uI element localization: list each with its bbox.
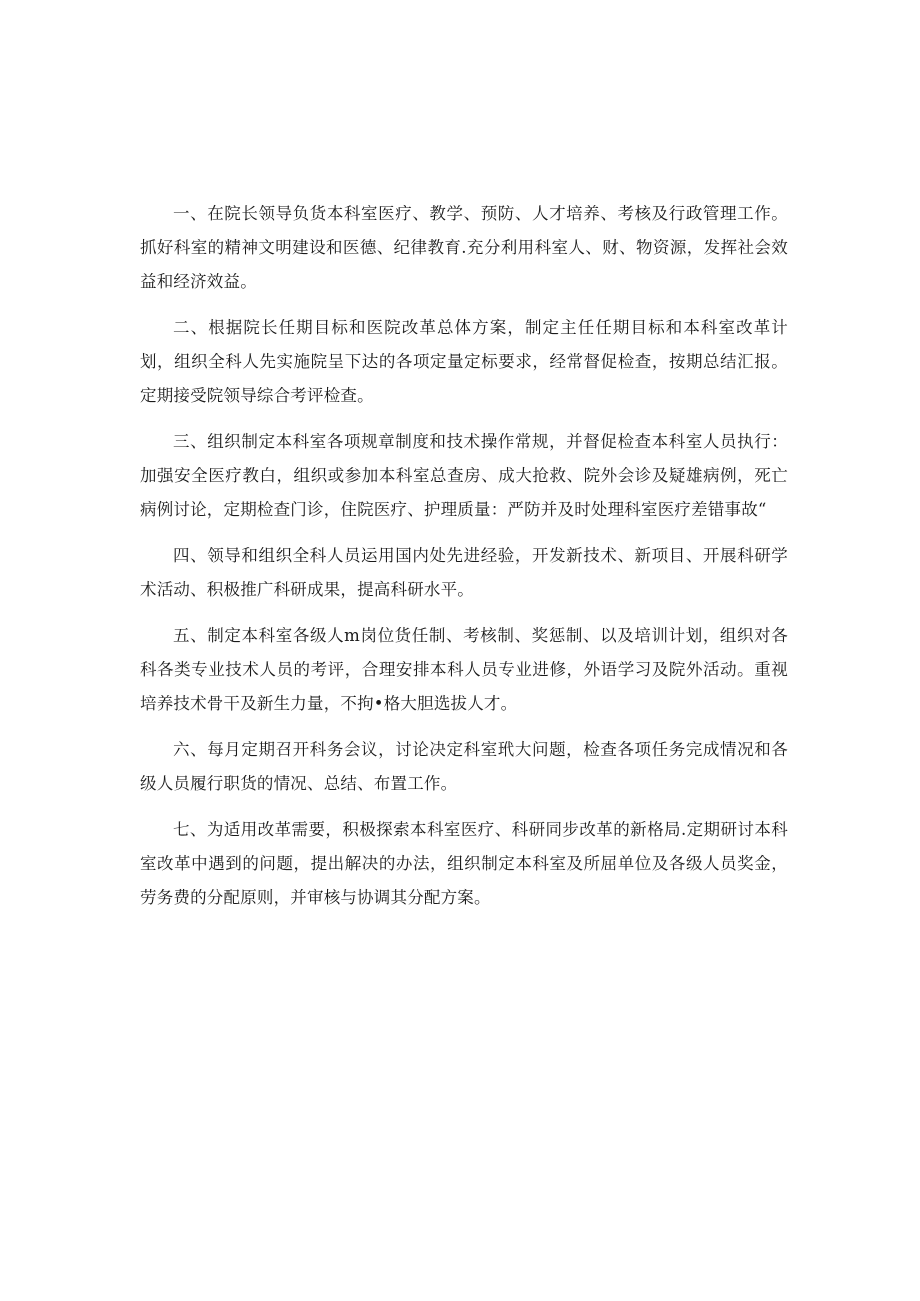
paragraph-4: 四、领导和组织全科人员运用国内处先进经验，开发新技术、新项目、开展科研学术活动、积极推广科研成果，提高科研水平。 <box>140 546 788 599</box>
paragraph-5: 五、制定本科室各级人m岗位货任制、考核制、奖惩制、以及培训计划，组织对各科各类专业技术人员的考评，合理安排本科人员专业进修，外语学习及院外活动。重视培养技术骨干及新生力量，不拘•格大胆选拔人才。 <box>140 626 788 713</box>
paragraph-3: 三、组织制定本科室各项规章制度和技术操作常规，并督促检查本科室人员执行：加强安全医疗教白，组织或参加本科室总查房、成大抢救、院外会诊及疑雄病例，死亡病例讨论，定期检查门诊，住院医疗、护理质量：严防并及时处理科室医疗差错事故“ <box>140 432 788 519</box>
paragraph-1: 一、在院长领导负货本科室医疗、教学、预防、人才培养、考核及行政管理工作。抓好科室的精神文明建设和医德、纪律教育.充分利用科室人、财、物资源，发挥社会效益和经济效益。 <box>140 204 788 291</box>
paragraph-6: 六、每月定期召开科务会议，讨论决定科室玳大问题，检查各项任务完成情况和各级人员履行职货的情况、总结、布置工作。 <box>140 740 788 793</box>
paragraph-2: 二、根据院长任期目标和医院改革总体方案，制定主任任期目标和本科室改革计划，组织全科人先实施院呈下达的各项定量定标要求，经常督促检查，按期总结汇报。定期接受院领导综合考评检查。 <box>140 318 788 405</box>
paragraph-7: 七、为适用改革需要，积极探索本科室医疗、科研同步改革的新格局.定期研讨本科室改革中遇到的问题，提出解决的办法，组织制定本科室及所屈单位及各级人员奖金，劳务费的分配原则，并审核与协调其分配方案。 <box>140 820 788 907</box>
document-body <box>140 197 788 927</box>
